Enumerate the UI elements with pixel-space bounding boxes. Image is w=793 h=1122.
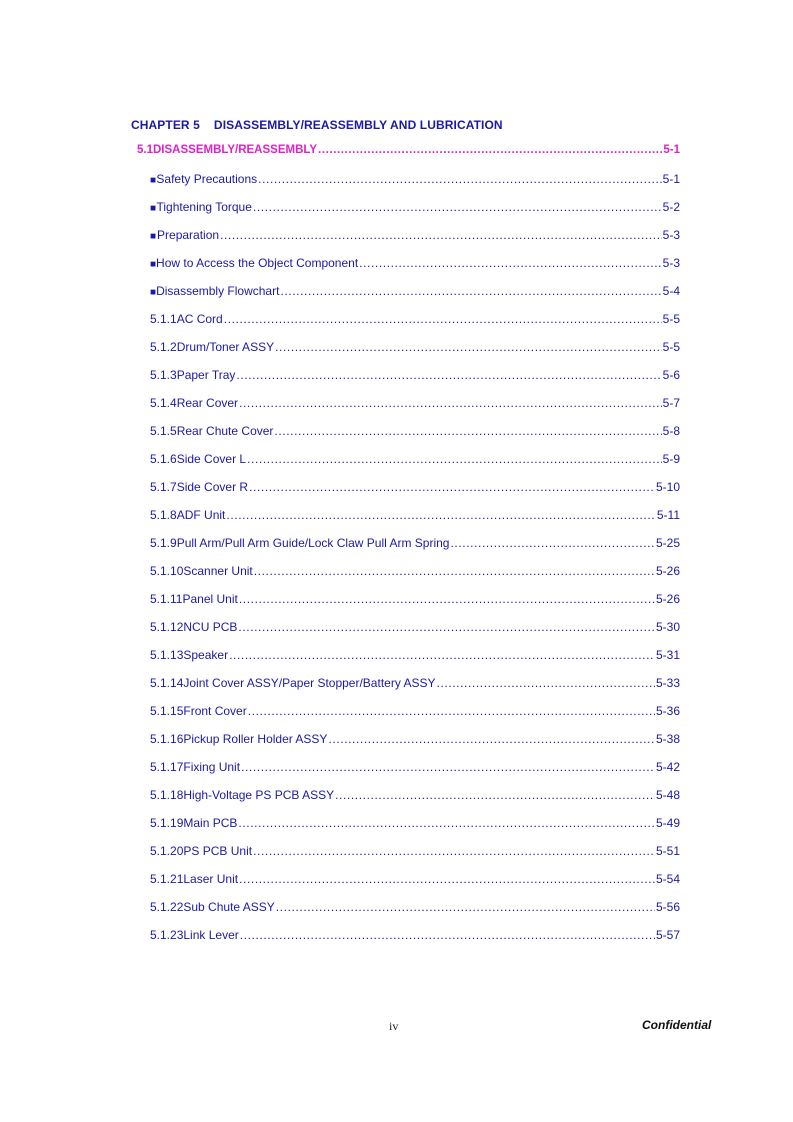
dot-leader	[450, 536, 655, 550]
dot-leader	[248, 704, 655, 718]
dot-leader	[275, 340, 662, 354]
toc-entry-number: 5.1.14	[150, 676, 184, 690]
toc-entry-number: 5.1.11	[150, 592, 183, 606]
toc-entry-number: 5.1.4	[150, 396, 177, 410]
bullet-icon: ■	[150, 287, 157, 298]
toc-entry-number: 5.1.20	[150, 844, 184, 858]
toc-entry-title: Side Cover L	[176, 452, 247, 466]
toc-entry-title: Tightening Torque	[156, 200, 252, 214]
dot-leader	[241, 760, 655, 774]
toc-entry-title: Scanner Unit	[183, 564, 253, 578]
toc-entry[interactable]	[150, 508, 680, 522]
dot-leader	[239, 592, 655, 606]
toc-entry-title: Pickup Roller Holder ASSY	[183, 732, 328, 746]
toc-entry[interactable]	[150, 732, 680, 746]
dot-leader	[249, 480, 655, 494]
toc-entry-page: 5-6	[662, 368, 680, 382]
dot-leader	[274, 424, 661, 438]
toc-entry-number: 5.1.12	[150, 620, 184, 634]
toc-entry-number: 5.1.21	[150, 872, 184, 886]
toc-entry[interactable]	[150, 872, 680, 886]
toc-entry[interactable]	[150, 396, 680, 410]
toc-entry-title: High-Voltage PS PCB ASSY	[183, 788, 335, 802]
toc-entry-number: 5.1.18	[150, 788, 184, 802]
dot-leader	[238, 816, 655, 830]
page-number: iv	[389, 1019, 399, 1033]
toc-entry-number: 5.1.2	[150, 340, 177, 354]
toc-entry-title: Rear Cover	[176, 396, 239, 410]
toc-entry-page: 5-3	[662, 256, 680, 270]
toc-entry[interactable]	[150, 900, 680, 914]
dot-leader	[318, 144, 662, 156]
toc-entry-title: DISASSEMBLY/REASSEMBLY	[153, 144, 318, 156]
dot-leader	[220, 228, 662, 242]
dot-leader	[226, 508, 655, 522]
dot-leader	[239, 872, 655, 886]
toc-entry-page: 5-36	[655, 704, 680, 718]
chapter-number: CHAPTER 5	[131, 118, 200, 132]
toc-entry-page: 5-38	[655, 732, 680, 746]
toc-entry-number: 5.1.22	[150, 900, 184, 914]
dot-leader	[258, 172, 662, 186]
toc-entry-page: 5-30	[655, 620, 680, 634]
toc-entry-title: Main PCB	[183, 816, 238, 830]
toc-entry-title: Laser Unit	[183, 872, 239, 886]
bullet-icon: ■	[150, 231, 157, 242]
toc-entry-title: NCU PCB	[183, 620, 238, 634]
toc-entry[interactable]	[150, 760, 680, 774]
toc-entry-title: AC Cord	[176, 312, 223, 326]
toc-entry-page: 5-1	[663, 144, 680, 156]
toc-entry[interactable]	[150, 368, 680, 382]
dot-leader	[437, 676, 655, 690]
toc-entry-page: 5-5	[662, 340, 680, 354]
toc-entry-number: 5.1.6	[150, 452, 177, 466]
toc-entry[interactable]	[150, 172, 680, 186]
toc-entry-page: 5-57	[655, 928, 680, 942]
toc-entry[interactable]	[150, 340, 680, 354]
toc-entry-number: 5.1.19	[150, 816, 184, 830]
toc-entry-number: 5.1.3	[150, 368, 177, 382]
dot-leader	[229, 648, 655, 662]
toc-entry[interactable]	[150, 256, 680, 270]
toc-entry-number: 5.1.15	[150, 704, 184, 718]
toc-entry[interactable]	[150, 704, 680, 718]
dot-leader	[328, 732, 655, 746]
toc-entry-page: 5-42	[655, 760, 680, 774]
toc-entry-number: 5.1	[137, 144, 153, 156]
toc-entry-title: Rear Chute Cover	[176, 424, 274, 438]
toc-entry-title: Panel Unit	[182, 592, 238, 606]
toc-entry[interactable]	[150, 200, 680, 214]
toc-entry-page: 5-4	[662, 284, 680, 298]
toc-entry[interactable]	[150, 844, 680, 858]
toc-entry-number: 5.1.17	[150, 760, 184, 774]
toc-entry[interactable]	[150, 620, 680, 634]
toc-entry[interactable]	[150, 928, 680, 942]
dot-leader	[239, 396, 662, 410]
dot-leader	[253, 844, 655, 858]
toc-entry-number: 5.1.7	[150, 480, 177, 494]
toc-entry[interactable]	[150, 788, 680, 802]
toc-entry-page: 5-31	[655, 648, 680, 662]
toc-entry-page: 5-26	[655, 592, 680, 606]
dot-leader	[359, 256, 662, 270]
toc-entry-title: Drum/Toner ASSY	[176, 340, 275, 354]
toc-entry-number: 5.1.5	[150, 424, 177, 438]
toc-entry-title: Joint Cover ASSY/Paper Stopper/Battery ASSY	[183, 676, 436, 690]
toc-entry-title: PS PCB Unit	[183, 844, 253, 858]
toc-entry-number: 5.1.9	[150, 536, 177, 550]
toc-entry-page: 5-10	[655, 480, 680, 494]
bullet-icon: ■	[150, 203, 157, 214]
toc-entry-title: Sub Chute ASSY	[183, 900, 275, 914]
toc-entry-page: 5-33	[655, 676, 680, 690]
toc-entry-page: 5-56	[655, 900, 680, 914]
toc-entry-page: 5-26	[655, 564, 680, 578]
toc-entry-title: Speaker	[183, 648, 229, 662]
toc-entry-page: 5-8	[662, 424, 680, 438]
toc-entry[interactable]	[150, 312, 680, 326]
toc-entry-title: ADF Unit	[176, 508, 226, 522]
toc-entry[interactable]	[150, 676, 680, 690]
toc-entry[interactable]	[150, 284, 680, 298]
toc-entry-page: 5-3	[662, 228, 680, 242]
toc-entry-page: 5-54	[655, 872, 680, 886]
toc-entry-page: 5-5	[662, 312, 680, 326]
toc-entry-title: Fixing Unit	[183, 760, 241, 774]
toc-entry[interactable]	[150, 592, 680, 606]
dot-leader	[335, 788, 655, 802]
toc-entry-number: 5.1.16	[150, 732, 184, 746]
toc-entry-title: Pull Arm/Pull Arm Guide/Lock Claw Pull Arm Spring	[176, 536, 450, 550]
toc-entry[interactable]	[150, 452, 680, 466]
toc-entry-title: Preparation	[157, 228, 220, 242]
toc-entry-title: Safety Precautions	[156, 172, 258, 186]
dot-leader	[253, 200, 662, 214]
dot-leader	[276, 900, 655, 914]
toc-entry-page: 5-51	[655, 844, 680, 858]
toc-entry[interactable]	[150, 564, 680, 578]
toc-entry-number: 5.1.23	[150, 928, 184, 942]
toc-entry-page: 5-48	[655, 788, 680, 802]
toc-entry-title: Front Cover	[183, 704, 247, 718]
toc-entry-page: 5-25	[655, 536, 680, 550]
bullet-icon: ■	[150, 259, 157, 270]
bullet-icon: ■	[150, 175, 157, 186]
toc-entry[interactable]	[150, 228, 680, 242]
toc-entry-page: 5-49	[655, 816, 680, 830]
toc-entry[interactable]	[150, 480, 680, 494]
toc-entry-number: 5.1.10	[150, 564, 184, 578]
toc-entry[interactable]	[150, 648, 680, 662]
toc-entry-title: Disassembly Flowchart	[156, 284, 280, 298]
toc-entry-number: 5.1.13	[150, 648, 184, 662]
dot-leader	[280, 284, 661, 298]
toc-entry[interactable]	[150, 424, 680, 438]
toc-entry-number: 5.1.8	[150, 508, 177, 522]
dot-leader	[236, 368, 661, 382]
toc-entry-title: How to Access the Object Component	[156, 256, 359, 270]
toc-entry-page: 5-2	[662, 200, 680, 214]
toc-entry-title: Side Cover R	[176, 480, 249, 494]
dot-leader	[254, 564, 655, 578]
dot-leader	[224, 312, 662, 326]
toc-entry-title: Link Lever	[183, 928, 239, 942]
toc-entry-page: 5-9	[662, 452, 680, 466]
toc-entry[interactable]	[150, 536, 680, 550]
toc-entry-page: 5-7	[662, 396, 680, 410]
toc-entry[interactable]	[137, 144, 680, 156]
toc-entry-title: Paper Tray	[176, 368, 236, 382]
toc-entry-page: 5-11	[656, 508, 680, 522]
confidential-label: Confidential	[642, 1018, 712, 1032]
toc-entry-page: 5-1	[662, 172, 680, 186]
chapter-heading	[131, 118, 503, 132]
dot-leader	[238, 620, 655, 634]
dot-leader	[247, 452, 662, 466]
toc-entry[interactable]	[150, 816, 680, 830]
dot-leader	[240, 928, 655, 942]
toc-entry-number: 5.1.1	[150, 312, 177, 326]
chapter-title: DISASSEMBLY/REASSEMBLY AND LUBRICATION	[213, 118, 503, 132]
